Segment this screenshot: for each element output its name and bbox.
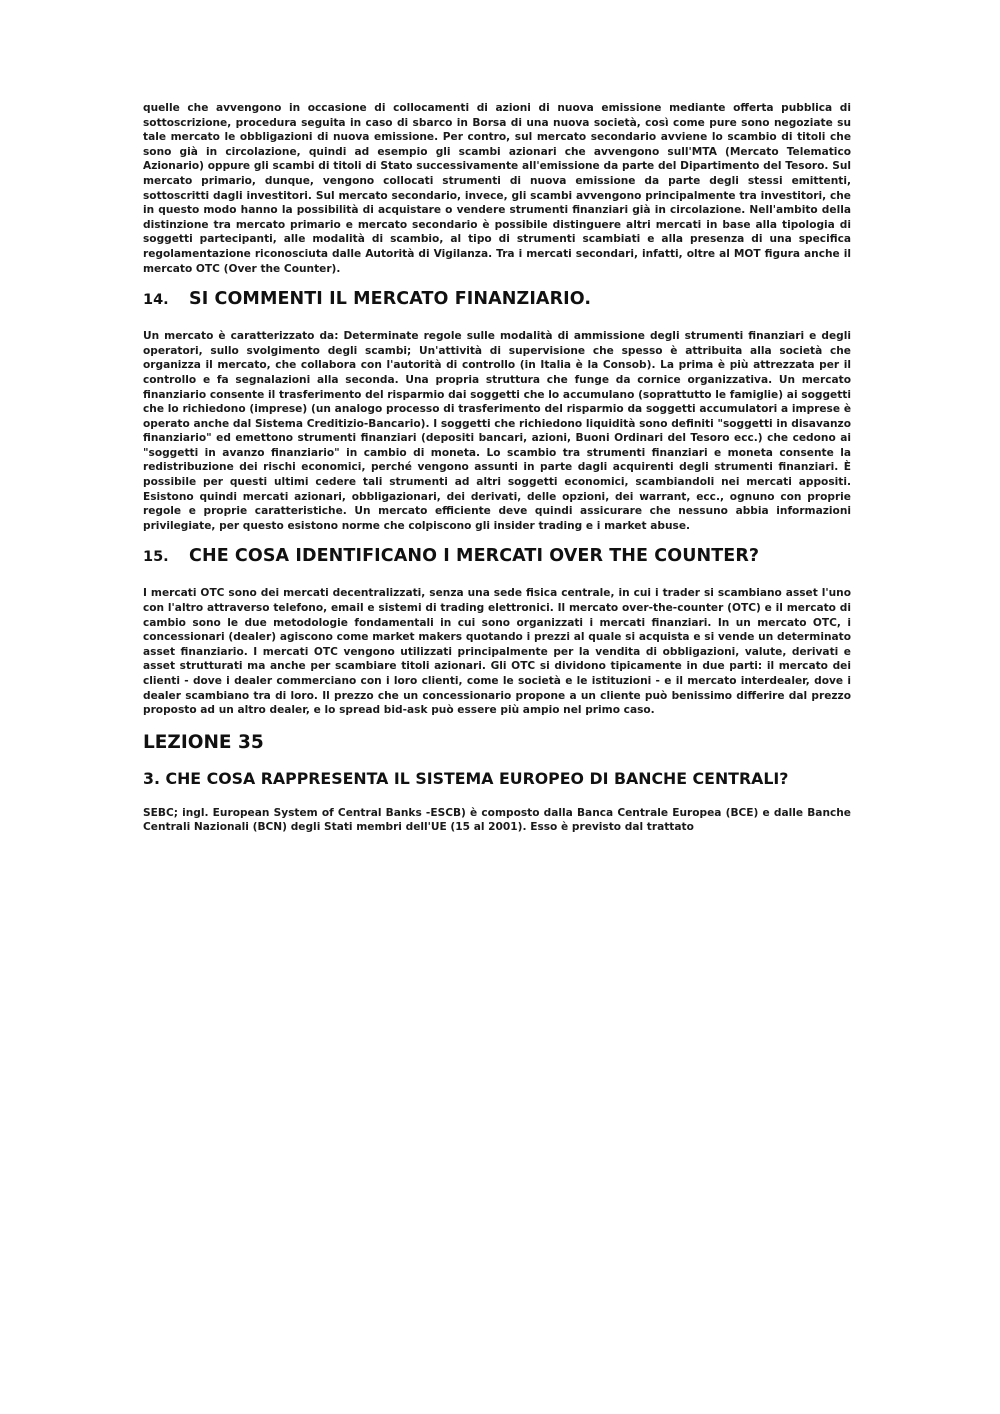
mercato-finanziario-paragraph: Un mercato è caratterizzato da: Determinate regole sulle modalità di ammissione degli strumenti finanziari e degli operatori, sullo svolgimento degli scambi; Un'attività di supervisione che spesso è attribuita alla società che organizza il mercato, che collabora con l'autorità di controllo (in Italia è la Consob). La prima è più attrezzata per il controllo e fa segnalazioni alla seconda. Una propria struttura che funge da cornice organizzativa. Un mercato finanziario consente il trasferimento del risparmio dai soggetti che lo accumulano (soprattutto le famiglie) ai soggetti che lo richiedono (imprese) (un analogo processo di trasferimento del risparmio da soggetti accumulatori a imprese è operato anche dal Sistema Creditizio-Bancario). I soggetti che richiedono liquidità sono definiti "soggetti in disavanzo finanziario" ed emettono strumenti finanziari (depositi bancari, azioni, Buoni Ordinari del Tesoro ecc.) che cedono ai "soggetti in avanzo finanziario" in cambio di moneta. Lo scambio tra strumenti finanziari e moneta consente la redistribuzione dei rischi economici, perché vengono assunti in parte dagli acquirenti degli strumenti finanziari. È possibile per questi ultimi cedere tali strumenti ad altri soggetti economici, scambiandoli nei mercati appositi. Esistono quindi mercati azionari, obbligazionari, dei derivati, delle opzioni, dei warrant, ecc., ognuno con proprie regole e proprie caratteristiche. Un mercato efficiente deve quindi assicurare che nessuno abbia informazioni privilegiate, per questo esistono norme che colpiscono gli insider trading e i market abuse. — [143, 330, 851, 532]
lesson-title: LEZIONE 35 — [143, 731, 264, 753]
question-15-heading — [143, 546, 851, 566]
question-3-heading: 3. CHE COSA RAPPRESENTA IL SISTEMA EUROPEO DI BANCHE CENTRALI? — [143, 768, 789, 788]
sebc-paragraph: SEBC; ingl. European System of Central Banks -ESCB) è composto dalla Banca Centrale Europea (BCE) e dalle Banche Centrali Nazionali (BCN) degli Stati membri dell'UE (15 al 2001). Esso è previsto dal trattato — [143, 806, 851, 834]
otc-paragraph: I mercati OTC sono dei mercati decentralizzati, senza una sede fisica centrale, in cui i trader si scambiano asset l'uno con l'altro attraverso telefono, email e sistemi di trading elettronici. Il mercato over-the-counter (OTC) e il mercato di cambio sono le due metodologie fondamentali in cui sono organizzati i mercati finanziari. In un mercato OTC, i concessionari (dealer) agiscono come market makers quotando i prezzi al quale si acquista e si vende un determinato asset finanziario. I mercati OTC vengono utilizzati principalmente per la vendita di obbligazioni, valute, derivati e asset strutturati ma anche per scambiare titoli azionari. Gli OTC si dividono tipicamente in due parti: il mercato dei clienti - dove i dealer commerciano con i loro clienti, come le società e le istituzioni - e il mercato interdealer, dove i dealer scambiano tra di loro. Il prezzo che un concessionario propone a un cliente può benissimo differire dal prezzo proposto ad un altro dealer, e lo spread bid-ask può essere più ampio nel primo caso. — [143, 587, 851, 717]
question-title: CHE COSA IDENTIFICANO I MERCATI OVER THE COUNTER? — [189, 546, 760, 567]
document-page — [143, 101, 851, 835]
intro-paragraph: quelle che avvengono in occasione di collocamenti di azioni di nuova emissione mediante offerta pubblica di sottoscrizione, procedura seguita in caso di sbarco in Borsa di una nuova società, così come pure sono negoziate su tale mercato le obbligazioni di nuova emissione. Per contro, sul mercato secondario avviene lo scambio di titoli che sono già in circolazione, quindi ad esempio gli scambi azionari che avvengono sull'MTA (Mercato Telematico Azionario) oppure gli scambi di titoli di Stato successivamente all'emissione da parte del Dipartimento del Tesoro. Sul mercato primario, dunque, vengono collocati strumenti di nuova emissione da parte degli stessi emittenti, sottoscritti dagli investitori. Sul mercato secondario, invece, gli scambi avvengono principalmente tra investitori, che in questo modo hanno la possibilità di acquistare o vendere strumenti finanziari già in circolazione. Nell'ambito della distinzione tra mercato primario e mercato secondario è possibile distinguere altri mercati in base alla tipologia di soggetti partecipanti, alle modalità di scambio, al tipo di strumenti scambiati e alla presenza di una specifica regolamentazione riconosciuta dalle Autorità di Vigilanza. Tra i mercati secondari, infatti, oltre al MOT figura anche il mercato OTC (Over the Counter). — [143, 102, 851, 275]
question-14-heading — [143, 289, 851, 309]
question-title: SI COMMENTI IL MERCATO FINANZIARIO. — [189, 289, 592, 310]
question-number: 15. — [143, 549, 169, 566]
question-number: 14. — [143, 292, 169, 309]
